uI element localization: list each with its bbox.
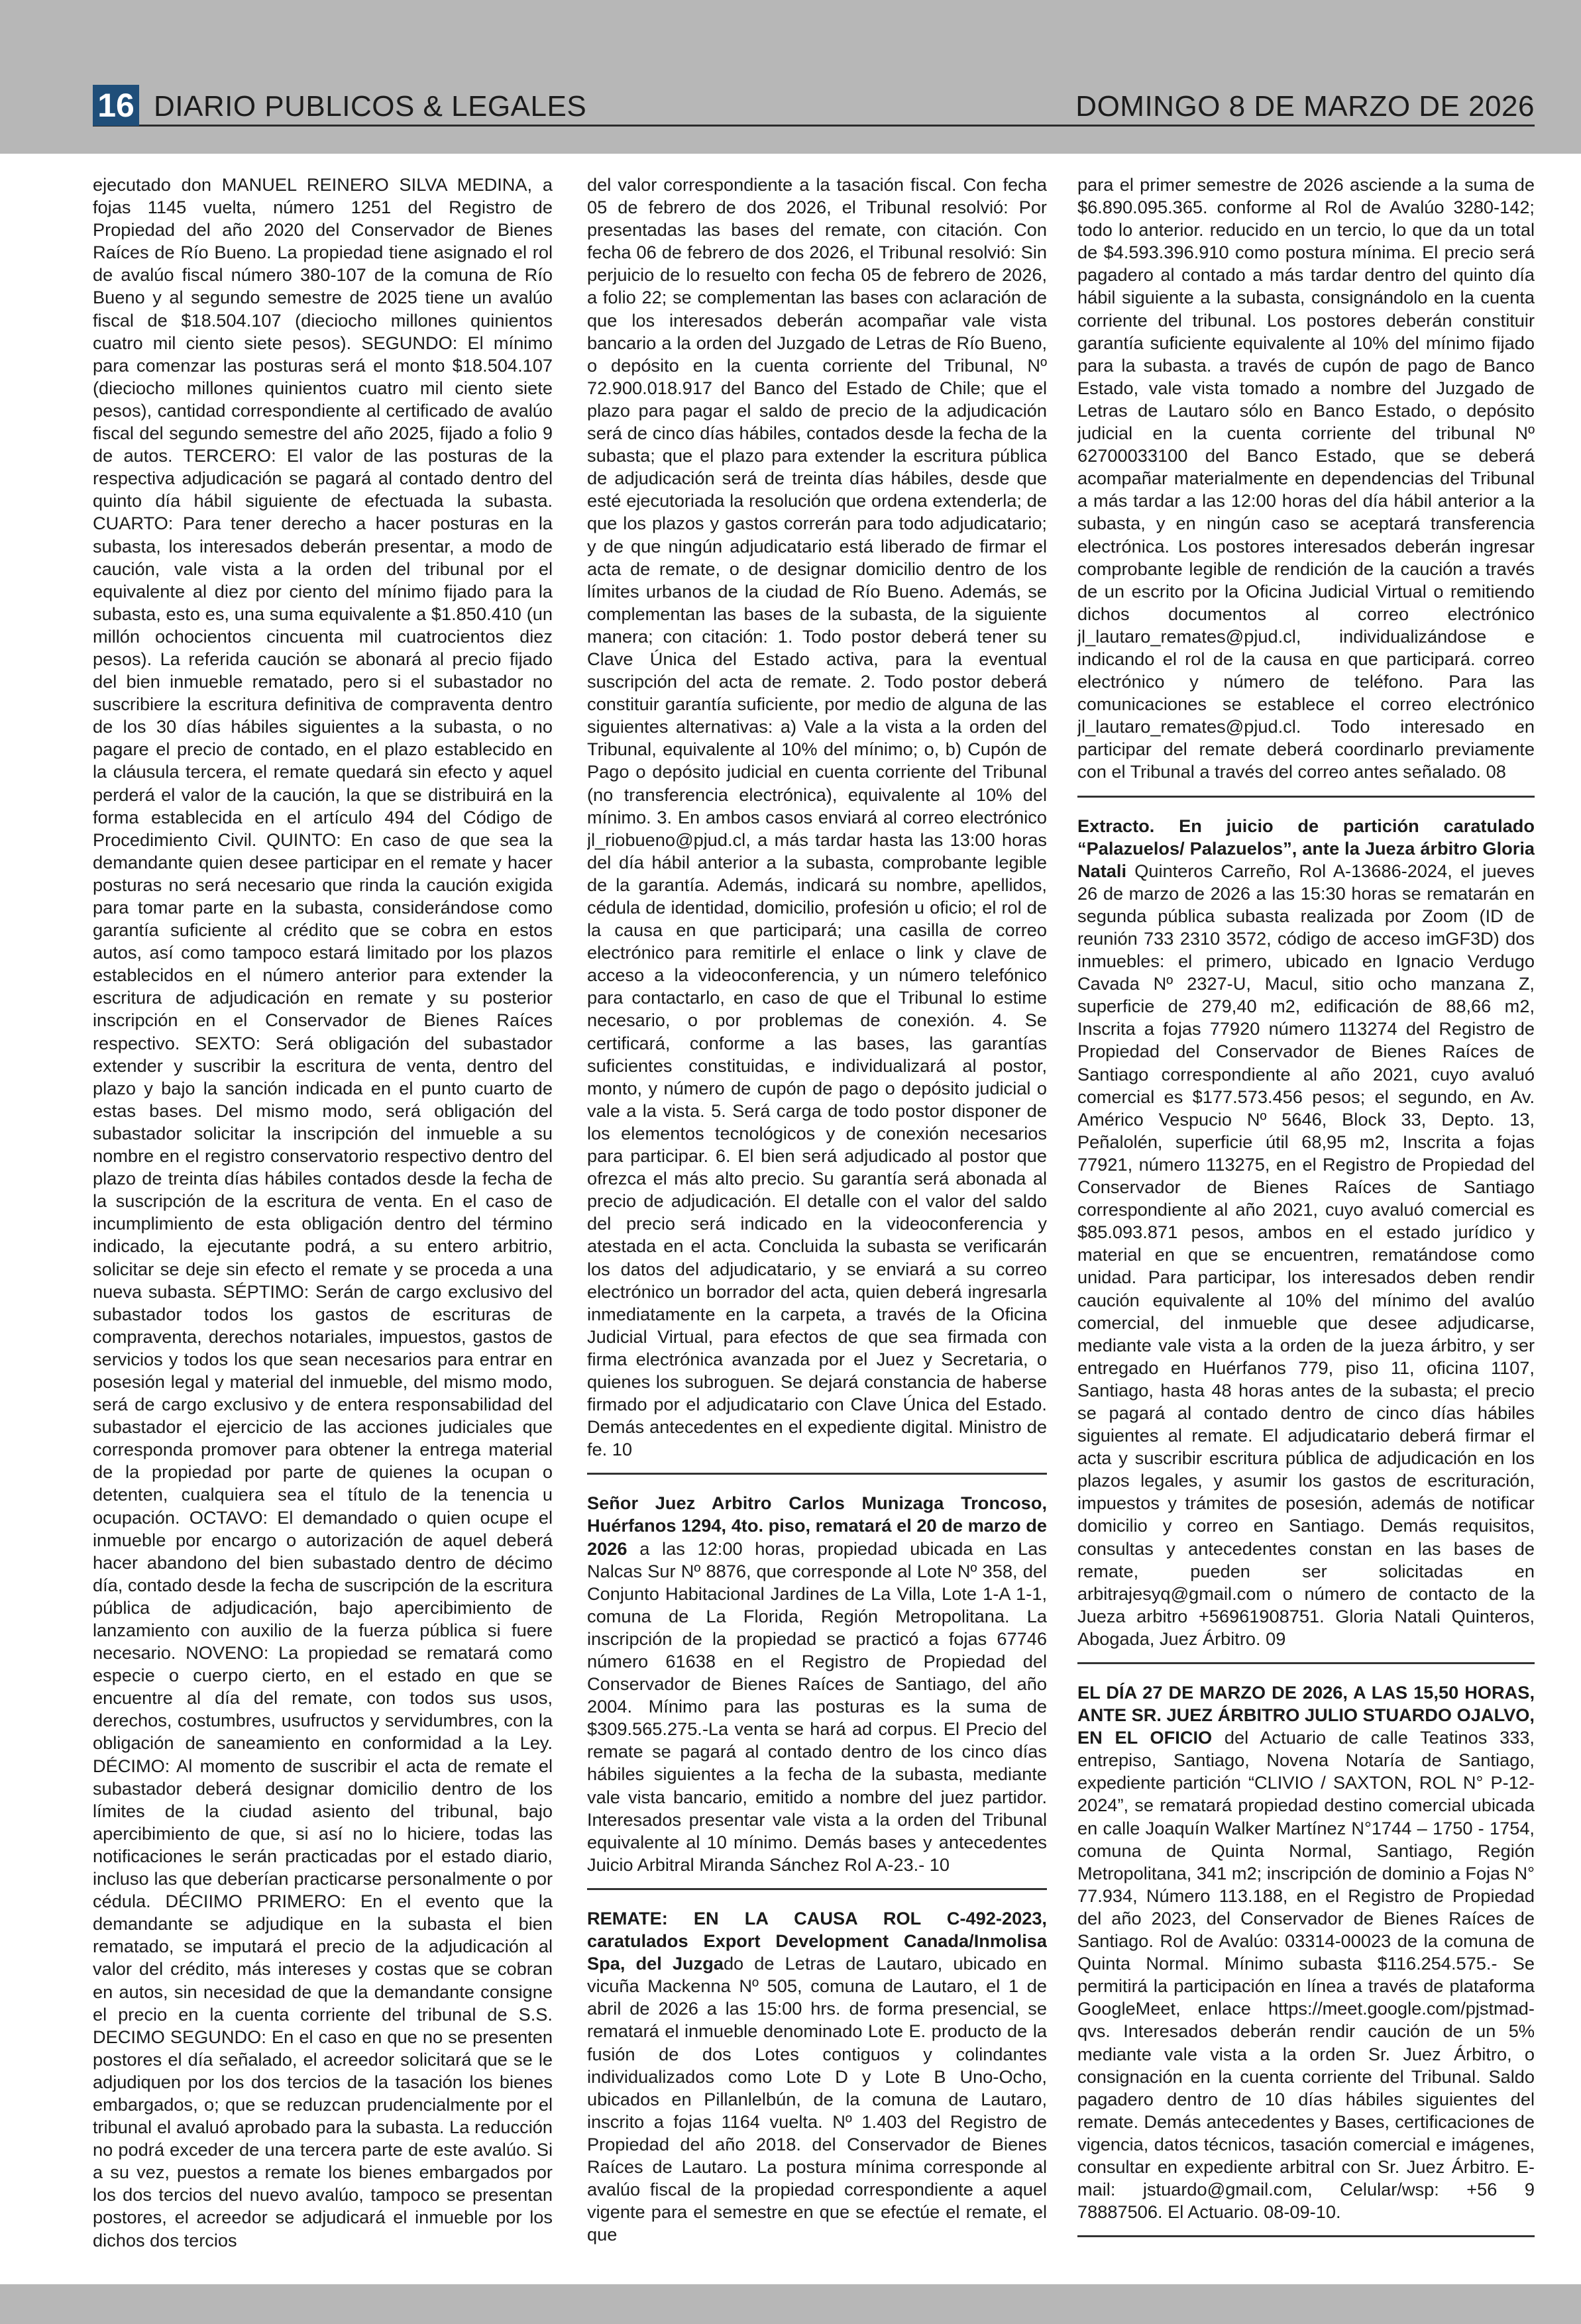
legal-notice-munizaga — [587, 1492, 1047, 1876]
legal-notice-clivio-saxton — [1077, 1681, 1535, 2223]
legal-notice-palazuelos — [1077, 815, 1535, 1650]
notice-body: Quinteros Carreño, Rol A-13686-2024, el jueves 26 de marzo de 2026 a las 15:30 horas se rematarán en segunda pública subasta realizada por Zoom (ID de reunión 733 2310 3572, código de acceso imGF3D) dos inmuebles: el primero, ubicado en Ignacio Verdugo Cavada Nº 2327-U, Macul, sitio ocho manzana Z, superficie de 279,40 m2, edificación de 88,66 m2, Inscrita a fojas 77920 número 113274 del Registro de Propiedad del Conservador de Bienes Raíces de Santiago correspondiente al año 2021, cuyo avaluó comercial es $177.573.456 pesos; el segundo, en Av. Américo Vespucio Nº 5646, Block 33, Depto. 13, Peñalolén, superficie útil 68,95 m2, Inscrita a fojas 77921, número 113275, en el Registro de Propiedad del Conservador de Bienes Raíces de Santiago correspondiente al año 2021, cuyo avaluó comercial es $85.093.871 pesos, ambos en el estado jurídico y material en que se encuentren, rematándose como unidad. Para participar, los interesados deben rendir caución equivalente al 10% del mínimo del avalúo comercial, del inmueble que desee adjudicarse, mediante vale vista a la orden de la jueza árbitro, y ser entregado en Huérfanos 779, piso 11, oficina 1107, Santiago, hasta 48 horas antes de la subasta; el precio se pagará al contado dentro de cinco días hábiles siguientes al remate. El adjudicatario deberá firmar el acta y suscribir escritura pública de adjudicación en los plazos legales, y asumir los gastos de escrituración, impuestos y trámites de posesión, además de notificar domicilio y correo en Santiago. Demás requisitos, consultas y antecedentes constan en las bases de remate, pueden ser solicitadas en arbitrajesyq@gmail.com o número de contacto de la Jueza arbitro +56961908751. Gloria Natali Quinteros, Abogada, Juez Árbitro. 09 — [1077, 860, 1535, 1649]
notice-divider — [1077, 2235, 1535, 2237]
bottom-gray-band — [0, 2284, 1581, 2324]
notice-body: del Actuario de calle Teatinos 333, entrepiso, Santiago, Novena Notaría de Santiago, expediente partición “CLIVIO / SAXTON, ROL N° P-12-2024”, se rematará propiedad destino comercial ubicada en calle Joaquín Walker Martínez N°1744 – 1750 - 1754, comuna de Quinta Normal, Santiago, Región Metropolitana, 341 m2; inscripción de dominio a Fojas N° 77.934, Número 113.188, en el Registro de Propiedad del año 2023, del Conservador de Bienes Raíces de Santiago. Rol de Avalúo: 03314-00023 de la comuna de Quinta Normal. Mínimo subasta $116.254.575.- Se permitirá la participación en línea a través de plataforma GoogleMeet, enlace https://meet.google.com/pjstmad-qvs. Interesados deberán rendir caución de un 5% mediante vale vista a la orden Sr. Juez Árbitro, o consignación en la cuenta corriente del Tribunal. Saldo pagadero dentro de 10 días hábiles siguientes del remate. Demás antecedentes y Bases, certificaciones de vigencia, datos técnicos, tasación comercial e imágenes, consultar en expediente arbitral con Sr. Juez Árbitro. E-mail: jstuardo@gmail.com, Celular/wsp: +56 9 78887506. El Actuario. 08-09-10. — [1077, 1727, 1535, 2223]
notice-body: do de Letras de Lautaro, ubicado en vicuña Mackenna Nº 505, comuna de Lautaro, el 1 de abril de 2026 a las 15:00 hrs. de forma presencial, se rematará el inmueble denominado Lote E. producto de la fusión de dos Lotes contiguos y colindantes individualizados como Lote D y Lote B Uno-Ocho, ubicados en Pillanlelbún, de la comuna de Lautaro, inscrito a fojas 1164 vuelta. Nº 1.403 del Registro de Propiedad del año 2018. del Conservador de Bienes Raíces de Lautaro. La postura mínima corresponde al avalúo fiscal de la propiedad correspondiente a aquel vigente para el semestre en que se efectúe el remate, el que — [587, 1953, 1047, 2245]
notice-heading: REMATE: EN LA CAUSA ROL C-492-2023, caratulados Export Development Canada/Inmolisa Spa, del Juzga — [587, 1907, 1047, 1974]
notice-heading: EL DÍA 27 DE MARZO DE 2026, A LAS 15,50 HORAS, ANTE SR. JUEZ ÁRBITRO JULIO STUARDO OJALVO, EN EL OFICIO — [1077, 1682, 1535, 1748]
legal-notice-continuation: ejecutado don MANUEL REINERO SILVA MEDINA, a fojas 1145 vuelta, número 1251 del Registro de Propiedad del año 2020 del Conservador de Bienes Raíces de Río Bueno. La propiedad tiene asignado el rol de avalúo fiscal número 380-107 de la comuna de Río Bueno y al segundo semestre de 2025 tiene un avalúo fiscal de $18.504.107 (dieciocho millones quinientos cuatro mil ciento siete pesos). SEGUNDO: El mínimo para comenzar las posturas será el monto $18.504.107 (dieciocho millones quinientos cuatro mil ciento siete pesos), cantidad correspondiente al certificado de avalúo fiscal del segundo semestre del año 2025, fijado a folio 9 de autos. TERCERO: El valor de las posturas de la respectiva adjudicación se pagará al contado dentro del quinto día hábil siguiente de efectuada la subasta. CUARTO: Para tener derecho a hacer posturas en la subasta, los interesados deberán presentar, a modo de caución, vale vista a la orden del tribunal por el equivalente al diez por ciento del mínimo fijado para la subasta, esto es, una suma equivalente a $1.850.410 (un millón ochocientos cincuenta mil cuatrocientos diez pesos). La referida caución se abonará al precio fijado del bien inmueble rematado, pero si el subastador no suscribiere la escritura definitiva de compraventa dentro de los 30 días hábiles siguientes a la subasta, o no pagare el precio de contado, en el plazo establecido en la cláusula tercera, el remate quedará sin efecto y aquel perderá el valor de la caución, la que se distribuirá en la forma establecida en el artículo 494 del Código de Procedimiento Civil. QUINTO: En caso de que sea la demandante quien desee participar en el remate y hacer posturas no será necesario que rinda la caución exigida para tomar parte en la subasta, considerándose como garantía suficiente al crédito que se cobra en estos autos, así como tampoco estará limitado por los plazos establecidos en el número anterior para extender la escritura de adjudicación en remate y su posterior inscripción en el Conservador de Bienes Raíces respectivo. SEXTO: Será obligación del subastador extender y suscribir la escritura de venta, dentro del plazo y bajo la sanción indicada en el punto cuarto de estas bases. Del mismo modo, será obligación del subastador solicitar la inscripción del inmueble a su nombre en el registro conservatorio respectivo dentro del plazo de treinta días hábiles contados desde la fecha de la suscripción de la escritura de venta. En el caso de incumplimiento de esta obligación dentro del término indicado, la ejecutante podrá, a su entero arbitrio, solicitar se deje sin efecto el remate y se proceda a una nueva subasta. SÉPTIMO: Serán de cargo exclusivo del subastador todos los gastos de escrituras de compraventa, derechos notariales, impuestos, gastos de servicios y todos los que sean necesarios para entrar en posesión legal y material del inmueble, del mismo modo, será de cargo exclusivo y de entera responsabilidad del subastador el ejercicio de las acciones judiciales que corresponda promover para obtener la entrega material de la propiedad por parte de quienes la ocupan o detenten, cualquiera sea el título de la tenencia u ocupación. OCTAVO: El demandado o quien ocupe el inmueble por encargo o autorización de aquel deberá hacer abandono del bien subastado dentro de décimo día, contado desde la fecha de suscripción de la escritura pública de adjudicación, bajo apercibimiento de lanzamiento con auxilio de la fuerza pública si fuere necesario. NOVENO: La propiedad se rematará como especie o cuerpo cierto, en el estado en que se encuentre al día del remate, con todos sus usos, derechos, costumbres, usufructos y servidumbres, con la obligación de saneamiento en conformidad a la Ley. DÉCIMO: Al momento de suscribir el acta de remate el subastador deberá designar domicilio dentro de los límites de la ciudad asiento del tribunal, bajo apercibimiento de que, si así no lo hiciere, todas las notificaciones le serán practicadas por el estado diario, incluso las que deberían practicarse personalmente o por cédula. DÉCIIMO PRIMERO: En el evento que la demandante se adjudique en la subasta el bien rematado, se imputará el precio de la adjudicación al valor del crédito, más intereses y costas que se cobran en autos, sin necesidad de que la demandante consigne el precio en la cuenta corriente del tribunal de S.S. DECIMO SEGUNDO: En el caso en que no se presenten postores el día señalado, el acreedor solicitará que se le adjudiquen por los dos tercios de la tasación los bienes embargados, o; que se reduzcan prudencialmente por el tribunal el avaluó aprobado para la subasta. La reducción no podrá exceder de una tercera parte de este avalúo. Si a su vez, puestos a remate los bienes embargados por los dos tercios del nuevo avalúo, tampoco se presentan postores, el acreedor se adjudicará el inmueble por los dichos dos tercios — [93, 174, 553, 2250]
column-1 — [93, 174, 553, 2254]
publication-date: DOMINGO 8 DE MARZO DE 2026 — [1075, 90, 1535, 123]
notice-divider — [1077, 1662, 1535, 1664]
page-number: 16 — [93, 85, 139, 126]
notice-body: a las 12:00 horas, propiedad ubicada en Las Nalcas Sur Nº 8876, que corresponde al Lote Nº 358, del Conjunto Habitacional Jardines de La Villa, Lote 1-A 1-1, comuna de La Florida, Región Metropolitana. La inscripción de la propiedad se practicó a fojas 67746 número 61638 en el Registro de Propiedad del Conservador de Bienes Raíces de Santiago, del año 2004. Mínimo para las posturas es la suma de $309.565.275.-La venta se hará ad corpus. El Precio del remate se pagará al contado dentro de los cinco días hábiles siguientes a la fecha de la subasta, mediante vale vista bancario, emitido a nombre del juez partidor. Interesados presentar vale vista a la orden del Tribunal equivalente al 10 mínimo. Demás bases y antecedentes Juicio Arbitral Miranda Sánchez Rol A-23.- 10 — [587, 1538, 1047, 1875]
notice-heading: Extracto. En juicio de partición caratulado “Palazuelos/ Palazuelos”, ante la Jueza árbitro Gloria Natali — [1077, 815, 1535, 881]
publication-title: DIARIO PUBLICOS & LEGALES — [154, 90, 587, 123]
column-2 — [587, 174, 1047, 2254]
notice-heading: Señor Juez Arbitro Carlos Munizaga Troncoso, Huérfanos 1294, 4to. piso, rematará el 20 de marzo de 2026 — [587, 1493, 1047, 1559]
notice-divider — [587, 1888, 1047, 1890]
legal-notice-lautaro — [587, 1907, 1047, 2246]
legal-notice-continuation: para el primer semestre de 2026 asciende a la suma de $6.890.095.365. conforme al Rol de Avalúo 3280-142; todo lo anterior. reducido en un tercio, lo que da un total de $4.593.396.910 como postura mínima. El precio será pagadero al contado a más tardar dentro del quinto día hábil siguiente a la subasta, consignándolo en la cuenta corriente del tribunal. Los postores deberán constituir garantía suficiente equivalente al 10% del mínimo fijado para la subasta. a través de cupón de pago de Banco Estado, vale vista tomado a nombre del Juzgado de Letras de Lautaro sólo en Banco Estado, o depósito judicial en la cuenta corriente del tribunal Nº 62700033100 del Banco Estado, que se deberá acompañar materialmente en dependencias del Tribunal a más tardar a las 12:00 horas del día hábil anterior a la subasta, y en ningún caso se aceptará transferencia electrónica. Los postores interesados deberán ingresar comprobante legible de rendición de la caución a través de un escrito por la Oficina Judicial Virtual o remitiendo dichos documentos al correo electrónico jl_lautaro_remates@pjud.cl, individualizándose e indicando el rol de la causa en que participará. correo electrónico y número de teléfono. Para las comunicaciones se establece el correo electrónico jl_lautaro_remates@pjud.cl. Todo interesado en participar del remate deberá coordinarlo previamente con el Tribunal a través del correo antes señalado. 08 — [1077, 174, 1535, 782]
column-3 — [1077, 174, 1535, 2254]
legal-notice-continuation: del valor correspondiente a la tasación fiscal. Con fecha 05 de febrero de dos 2026, el Tribunal resolvió: Por presentadas las bases del remate, con citación. Con fecha 06 de febrero de dos 2026, el Tribunal resolvió: Sin perjuicio de lo resuelto con fecha 05 de febrero de 2026, a folio 22; se complementan las bases con aclaración de que los interesados deberán acompañar vale vista bancario a la orden del Juzgado de Letras de Río Bueno, o depósito en la cuenta corriente del Tribunal, Nº 72.900.018.917 del Banco del Estado de Chile; que el plazo para pagar el saldo de precio de la adjudicación será de cinco días hábiles, contados desde la fecha de la subasta; que el plazo para extender la escritura pública de adjudicación será de treinta días hábiles, desde que esté ejecutoriada la resolución que ordena extenderla; de que los plazos y gastos correrán para todo adjudicatario; y de que ningún adjudicatario está liberado de firmar el acta de remate, o de designar domicilio dentro de los límites urbanos de la ciudad de Río Bueno. Además, se complementan las bases de la subasta, de la siguiente manera; con citación: 1. Todo postor deberá tener su Clave Única del Estado activa, para la eventual suscripción del acta de remate. 2. Todo postor deberá constituir garantía suficiente, por medio de alguna de las siguientes alternativas: a) Vale a la vista a la orden del Tribunal, equivalente al 10% del mínimo; o, b) Cupón de Pago o depósito judicial en cuenta corriente del Tribunal (no transferencia electrónica), equivalente al 10% del mínimo. 3. En ambos casos enviará al correo electrónico jl_riobueno@pjud.cl, a más tardar hasta las 13:00 horas del día hábil anterior a la subasta, comprobante legible de la garantía. Además, indicará su nombre, apellidos, cédula de identidad, domicilio, profesión u oficio; el rol de la causa en que participará; una casilla de correo electrónico para remitirle el enlace o link y clave de acceso a la videoconferencia, y un número telefónico para contactarlo, en caso de que el Tribunal lo estime necesario, o por problemas de conexión. 4. Se certificará, conforme a las bases, las garantías suficientes constituidas, e individualizará al postor, monto, y número de cupón de pago o depósito judicial o vale a la vista. 5. Será carga de todo postor disponer de los elementos tecnológicos y de conexión necesarios para participar. 6. El bien será adjudicado al postor que ofrezca el más alto precio. Su garantía será abonada al precio de adjudicación. El detalle con el valor del saldo del precio será indicado en la videoconferencia y atestada en el acta. Concluida la subasta se verificarán los datos del adjudicatario, y se enviará a su correo electrónico un borrador del acta, quien deberá ingresarla inmediatamente en la carpeta, a través de la Oficina Judicial Virtual, para efectos de que sea firmada con firma electrónica avanzada por el Juez y Secretaria, o quienes los subroguen. Se dejará constancia de haberse firmado por el adjudicatario con Clave Única del Estado. Demás antecedentes en el expediente digital. Ministro de fe. 10 — [587, 174, 1047, 1460]
notice-divider — [587, 1473, 1047, 1475]
page-header — [93, 85, 1535, 127]
top-gray-band — [0, 0, 1581, 154]
notice-divider — [1077, 796, 1535, 798]
